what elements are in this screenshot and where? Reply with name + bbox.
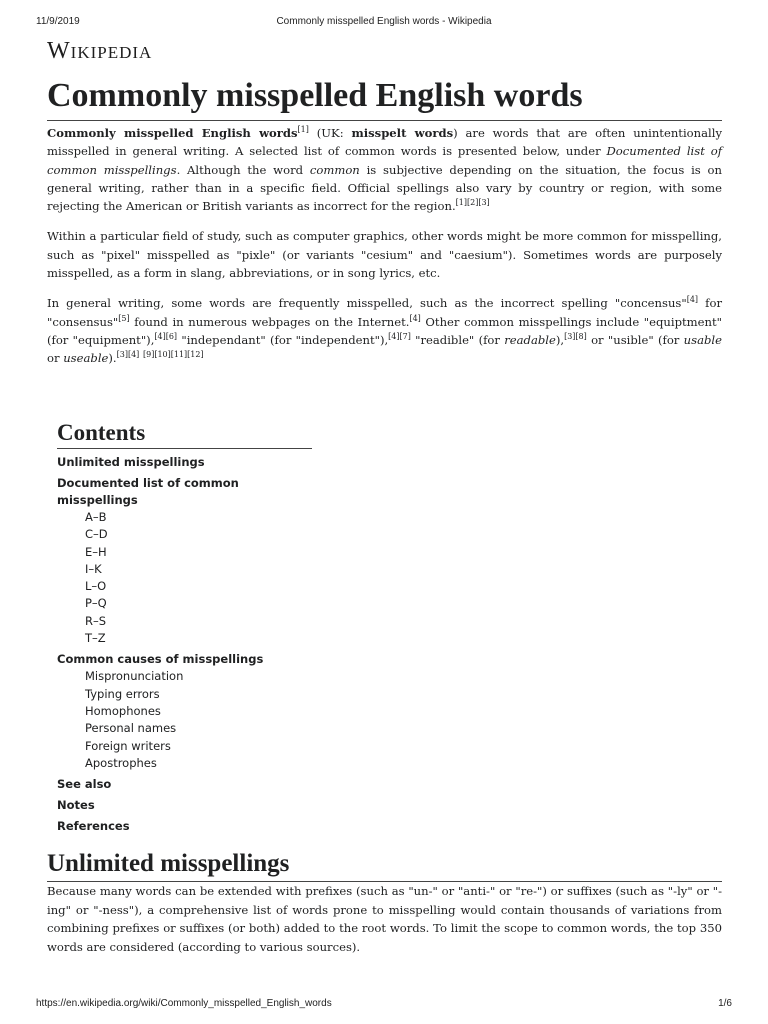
toc-title: Contents [57,420,312,449]
page-title: Commonly misspelled English words [47,74,722,121]
toc-subitem[interactable]: Typing errors [85,686,160,701]
table-of-contents [57,420,312,835]
citation[interactable]: [9][10][11][12] [142,350,204,360]
intro-paragraph: Commonly misspelled English words[1] (UK: misspelt words) are words that are often unintentionally misspelled in general writing. A selected list of common words is presented below, under Documented list of common misspellings. Although the word common is subjective depending on the situation, the focus is on general writing, rather than in a specific field. Official spellings also vary by country or region, with some rejecting the American or British variants as incorrect for the region.[1][2][3] [47,125,722,214]
print-url: https://en.wikipedia.org/wiki/Commonly_misspelled_English_words [36,998,332,1009]
citation[interactable]: [4] [686,295,699,305]
print-document-title: Commonly misspelled English words - Wikipedia [276,16,492,27]
bold-uk-term: misspelt words [351,126,454,140]
print-footer [36,998,732,1012]
page-number: 1/6 [718,998,732,1009]
citation[interactable]: [4][7] [388,331,411,341]
toc-subitem[interactable]: L–O [85,579,107,594]
toc-subitem[interactable]: Foreign writers [85,738,171,753]
toc-subitem[interactable]: Homophones [85,703,161,718]
paragraph-field-of-study: Within a particular field of study, such as computer graphics, other words might be more common for misspelling, such as "pixel" misspelled as "pixle" (or variants "cesium" and "caesium"). Sometimes words are purposely misspelled, as a form in slang, abbreviations, or in song lyrics, etc. [47,229,722,281]
article-body [47,124,722,380]
citation[interactable]: [1] [297,125,309,134]
toc-item-documented-list[interactable]: Documented list of common misspellings [57,476,239,507]
citation[interactable]: [4][6] [154,331,178,341]
toc-item-references[interactable]: References [57,819,130,834]
print-header [36,16,732,30]
bold-term: Commonly misspelled English words [47,126,298,140]
toc-subitem[interactable]: Mispronunciation [85,669,184,684]
toc-subitem[interactable]: E–H [85,544,107,559]
paragraph-general-writing: In general writing, some words are frequently misspelled, such as the incorrect spelling "concensus"[4] for "consensus"[5] found in numerous webpages on the Internet.[4] Other common misspellings include "equiptment" (for "equipment"),[4][6] "independant" (for "independent"),[4][7] "readible" (for readable),[3][8] or "usible" (for usable or useable).[3][4] [9][10][11][12] [47,295,722,366]
toc-item-common-causes[interactable]: Common causes of misspellings [57,652,264,667]
toc-subitem[interactable]: Personal names [85,721,177,736]
toc-item-unlimited-misspellings[interactable]: Unlimited misspellings [57,455,205,469]
toc-subitem[interactable]: T–Z [85,631,106,646]
section-paragraph: Because many words can be extended with prefixes (such as "un-" or "anti-" or "re-") or suffixes (such as "-ly" or "-ing" or "-ness"), a comprehensive list of words prone to misspelling would contain thousands of variations from combining prefixes or suffixes (or both) added to the root words. To limit the scope to common words, the top 350 words are considered (according to various sources). [47,884,722,954]
citation[interactable]: [5] [118,313,130,323]
wikipedia-wordmark[interactable]: Wikipedia [47,38,153,64]
citation[interactable]: [1][2][3] [455,198,490,208]
toc-subitem[interactable]: R–S [85,613,107,628]
citation[interactable]: [4] [409,313,421,323]
toc-subitem[interactable]: P–Q [85,596,107,611]
toc-subitem[interactable]: Apostrophes [85,755,157,770]
toc-item-notes[interactable]: Notes [57,798,95,813]
toc-subitem[interactable]: I–K [85,561,102,576]
toc-subitem[interactable]: C–D [85,527,108,542]
documented-list-link[interactable]: Documented list of common misspellings [47,144,722,177]
print-date: 11/9/2019 [36,16,80,27]
toc-item-see-also[interactable]: See also [57,777,112,792]
citation[interactable]: [3][8] [564,331,587,341]
italic-word: common [309,162,360,177]
citation[interactable]: [3][4] [116,350,140,360]
toc-subitem[interactable]: A–B [85,510,107,524]
section-heading-unlimited-misspellings: Unlimited misspellings [47,849,722,882]
